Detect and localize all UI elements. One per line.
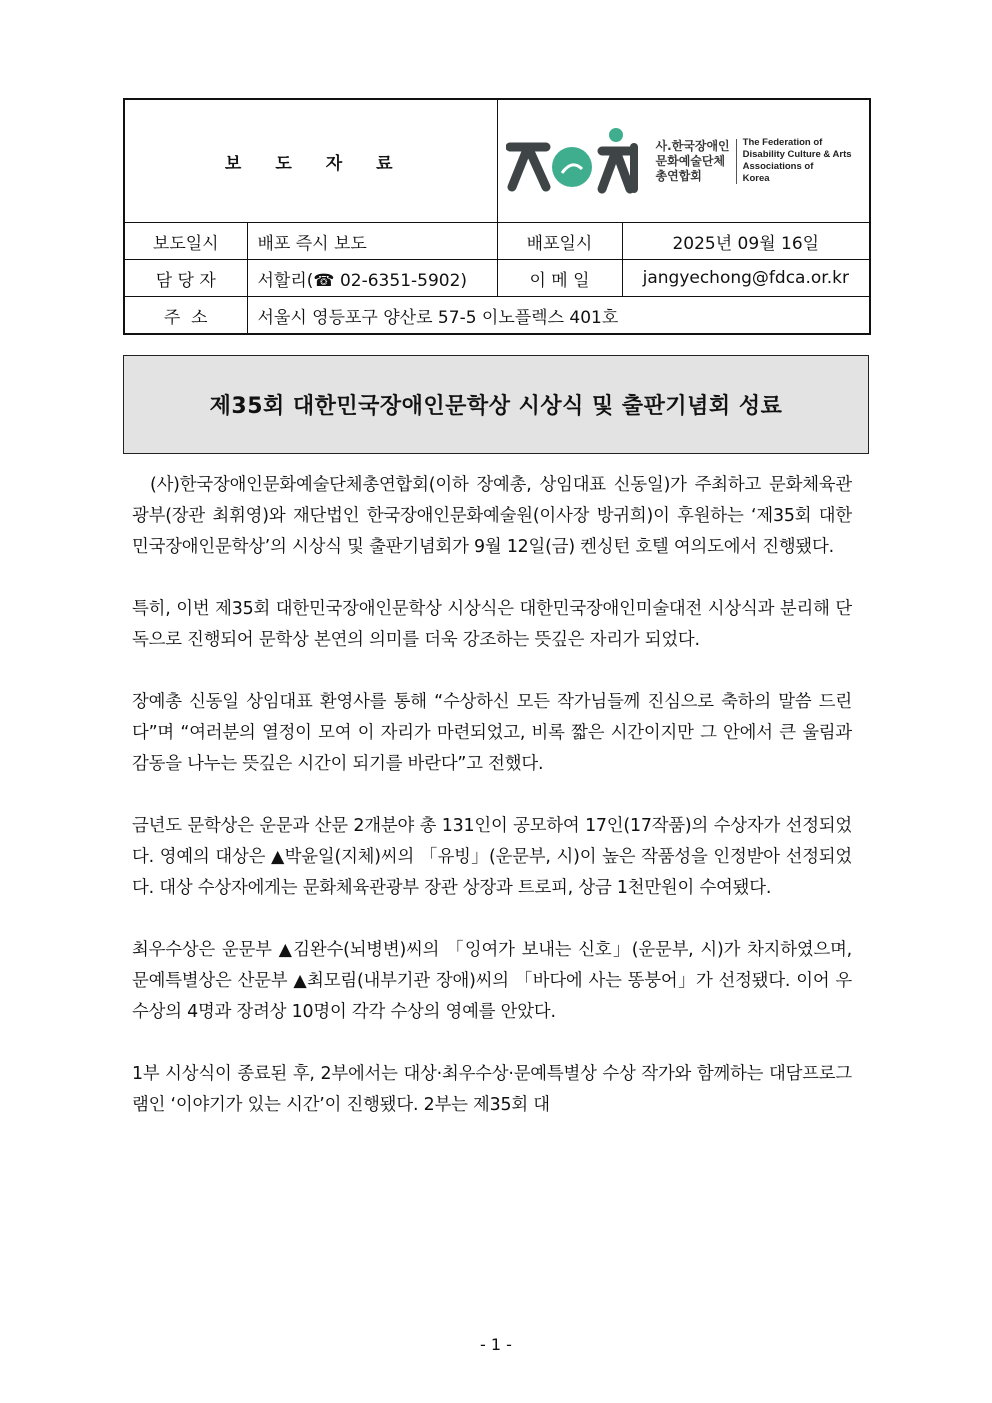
paragraph: 금년도 문학상은 운문과 산문 2개분야 총 131인이 공모하여 17인(17작품)의 수상자가 선정되었다. 영예의 대상은 ▲박윤일(지체)씨의 「유빙」(운문부, 시)이 높은 작품성을 인정받아 선정되었다. 대상 수상자에게는 문화체육관광부 장관 상장과 트로피, 상금 1천만원이 수여됐다. xyxy=(132,816,852,898)
paragraph: 장예총 신동일 상임대표 환영사를 통해 “수상하신 모든 작가님들께 진심으로 축하의 말씀 드린다”며 “여러분의 열정이 모여 이 자리가 마련되었고, 비록 짧은 시간이지만 그 안에서 큰 울림과 감동을 나누는 뜻깊은 시간이 되기를 바란다”고 전했다. xyxy=(132,692,852,774)
paragraph: 특히, 이번 제35회 대한민국장애인문학상 시상식은 대한민국장애인미술대전 시상식과 분리해 단독으로 진행되어 문학상 본연의 의미를 더욱 강조하는 뜻깊은 자리가 되었다. xyxy=(132,599,852,650)
release-date-value: 배포 즉시 보도 xyxy=(247,223,497,260)
document-title: 보도자료 xyxy=(124,99,497,223)
distribution-date-label: 배포일시 xyxy=(497,223,622,260)
paragraph: 최우수상은 운문부 ▲김완수(뇌병변)씨의 「잉여가 보내는 신호」(운문부, 시)가 차지하였으며, 문예특별상은 산문부 ▲최모림(내부기관 장애)씨의 「바다에 사는 똥붕어」가 선정됐다. 이어 우수상의 4명과 장려상 10명이 각각 수상의 영예를 안았다. xyxy=(132,940,852,1022)
headline-banner xyxy=(123,355,869,454)
email-label: 이 메 일 xyxy=(497,260,622,297)
logo-english-name: The Federation of Disability Culture & Arts Associations of Korea xyxy=(742,137,852,184)
paragraph: 1부 시상식이 종료된 후, 2부에서는 대상·최우수상·문예특별상 수상 작가와 함께하는 대담프로그램인 ‘이야기가 있는 시간’이 진행됐다. 2부는 제35회 대 xyxy=(132,1064,852,1115)
address-value: 서울시 영등포구 양산로 57-5 이노플렉스 401호 xyxy=(247,297,870,335)
article-body xyxy=(132,470,852,1152)
fdca-logo-icon xyxy=(506,125,646,197)
address-label: 주 소 xyxy=(124,297,247,335)
contact-value: 서할리(☎ 02-6351-5902) xyxy=(247,260,497,297)
press-release-header xyxy=(123,98,871,335)
organization-logo xyxy=(497,99,870,223)
headline: 제35회 대한민국장애인문학상 시상식 및 출판기념회 성료 xyxy=(209,394,783,419)
paragraph: (사)한국장애인문화예술단체총연합회(이하 장예총, 상임대표 신동일)가 주최하고 문화체육관광부(장관 최휘영)와 재단법인 한국장애인문화예술원(이사장 방귀희)이 후원하는 ‘제35회 대한민국장애인문학상’의 시상식 및 출판기념회가 9월 12일(금) 켄싱턴 호텔 여의도에서 진행됐다. xyxy=(132,475,852,557)
page-number: - 1 - xyxy=(480,1335,512,1354)
email-value[interactable]: jangyechong@fdca.or.kr xyxy=(622,260,870,297)
logo-korean-name: 사.한국장애인 문화예술단체 총연합회 xyxy=(650,139,737,184)
distribution-date-value: 2025년 09월 16일 xyxy=(622,223,870,260)
release-date-label: 보도일시 xyxy=(124,223,247,260)
contact-label: 담 당 자 xyxy=(124,260,247,297)
